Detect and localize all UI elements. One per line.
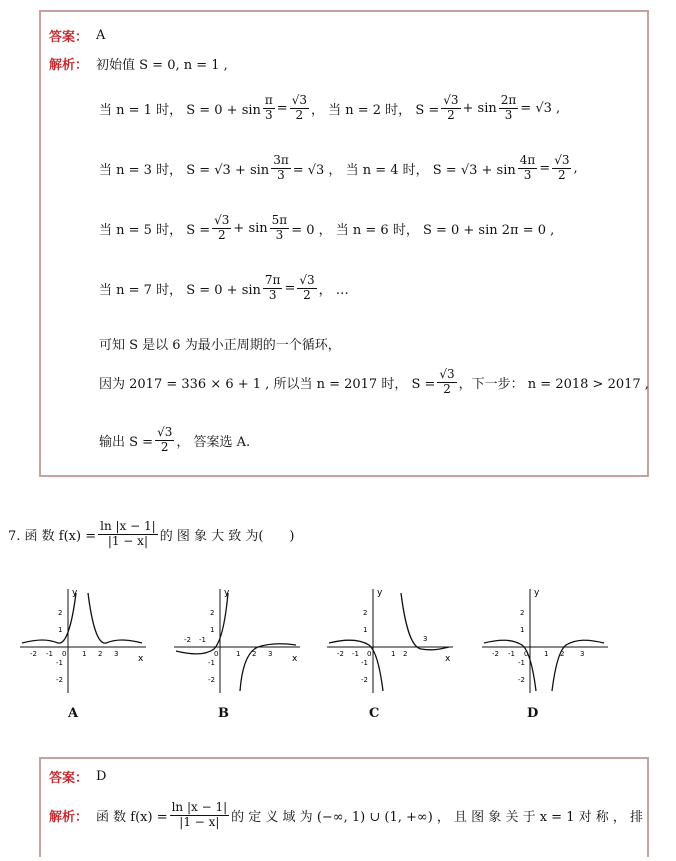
frac-den: 3 <box>504 107 513 122</box>
frac <box>155 426 174 455</box>
frac-num: √3 <box>443 93 459 107</box>
answer-value: D <box>96 769 107 784</box>
tick: 1 <box>210 626 215 634</box>
l2-text-a: 当 n = 1 时， S = 0 + sin <box>99 102 261 118</box>
frac-den: 2 <box>303 287 311 302</box>
frac-num: √3 <box>291 93 307 107</box>
tick: 1 <box>236 650 241 658</box>
frac-num: √3 <box>554 153 570 167</box>
frac <box>297 274 316 303</box>
tick: -1 <box>352 650 359 658</box>
frac <box>518 154 538 183</box>
y-label: y <box>534 588 540 598</box>
frac <box>263 94 275 123</box>
frac-num: √3 <box>299 273 315 287</box>
curve-left <box>329 640 383 691</box>
graph-c-label: C <box>369 706 380 721</box>
l8-text-a: 输出 S = <box>99 434 154 450</box>
l5-end: ， … <box>318 282 349 298</box>
frac-den: 2 <box>295 107 304 122</box>
l7-text-a: 因为 2017 = 336 × 6 + 1 , 所以当 n = 2017 时， S = <box>99 376 436 392</box>
tick: 1 <box>391 650 396 658</box>
frac-num: 4π <box>519 153 536 167</box>
tick: 3 <box>423 635 428 643</box>
frac <box>98 520 158 549</box>
eq: = <box>539 160 551 176</box>
frac <box>290 94 309 123</box>
answer-box-2 <box>39 757 649 857</box>
answer-tag: 答案： <box>49 771 89 786</box>
tick: 2 <box>210 609 215 617</box>
eq: = <box>276 100 288 116</box>
tick: 2 <box>252 650 257 658</box>
analysis-tag: 解析： <box>49 58 89 73</box>
tick: 0 <box>62 650 67 658</box>
graph-d-label: D <box>527 706 539 721</box>
frac <box>263 274 283 303</box>
analysis-line-5 <box>99 274 349 303</box>
graph-a <box>18 585 148 695</box>
l4-text-a: 当 n = 5 时， S = <box>99 222 211 238</box>
tick: 0 <box>214 650 219 658</box>
frac-den: 2 <box>217 227 226 242</box>
tick: -1 <box>56 659 63 667</box>
tick: -2 <box>361 676 368 684</box>
curve-right <box>552 640 604 691</box>
q7-prefix: 7. 函 数 f(x) = <box>8 528 97 544</box>
frac-num: 5π <box>271 213 288 227</box>
tick: 1 <box>544 650 549 658</box>
y-label: y <box>377 588 383 598</box>
tick: -2 <box>337 650 344 658</box>
tick: -1 <box>508 650 515 658</box>
tick: 3 <box>580 650 585 658</box>
analysis2-text-a: 函 数 f(x) = <box>96 809 168 825</box>
curve-right <box>88 593 142 643</box>
l3-end: , <box>573 160 578 176</box>
tick: 1 <box>82 650 87 658</box>
l4-text-b: = 0 ， 当 n = 6 时， S = 0 + sin 2π = 0 , <box>291 222 555 238</box>
frac-num: √3 <box>439 367 455 381</box>
frac-den: 2 <box>443 381 451 396</box>
tick: 2 <box>403 650 408 658</box>
frac-num: √3 <box>214 213 230 227</box>
analysis-line-3 <box>99 154 578 183</box>
analysis-line-7 <box>99 368 649 397</box>
plus-sin: + sin <box>462 100 497 116</box>
frac <box>270 214 290 243</box>
frac-num: ln |x − 1| <box>100 519 156 533</box>
tick: -2 <box>184 636 191 644</box>
frac-den: 2 <box>160 439 169 454</box>
analysis-line-8 <box>99 426 250 455</box>
answer-tag: 答案： <box>49 30 89 45</box>
tick: 2 <box>560 650 565 658</box>
analysis-line-1 <box>49 54 228 73</box>
analysis-line-2 <box>49 801 643 830</box>
frac-den: 3 <box>265 107 273 122</box>
x-label: x <box>138 654 144 664</box>
frac-num: √3 <box>157 425 173 439</box>
tick: -2 <box>208 676 215 684</box>
tick: 1 <box>58 626 63 634</box>
analysis-tag: 解析： <box>49 809 89 825</box>
analysis-line-2 <box>99 94 560 123</box>
frac-num: π <box>264 93 273 107</box>
tick: -1 <box>518 659 525 667</box>
graph-a-label: A <box>68 706 79 721</box>
tick: 3 <box>114 650 119 658</box>
frac <box>441 94 460 123</box>
answer-line-2 <box>49 767 106 786</box>
tick: -1 <box>199 636 206 644</box>
tick: 2 <box>363 609 368 617</box>
tick: 0 <box>367 650 372 658</box>
answer-value: A <box>96 28 106 43</box>
l5-text-a: 当 n = 7 时， S = 0 + sin <box>99 282 261 298</box>
frac-den: |1 − x| <box>179 814 220 829</box>
tick: 1 <box>363 626 368 634</box>
tick: 1 <box>520 626 525 634</box>
frac-den: 3 <box>277 167 285 182</box>
frac-den: 3 <box>275 227 284 242</box>
x-label: x <box>445 654 451 664</box>
frac-num: 2π <box>500 93 517 107</box>
eq: = <box>284 280 296 296</box>
frac <box>170 801 230 830</box>
frac-num: 3π <box>273 153 289 167</box>
graph-b <box>172 585 302 695</box>
plus-sin: + sin <box>233 220 268 236</box>
frac-num: 7π <box>264 273 281 287</box>
x-label: x <box>292 654 298 664</box>
answer-line-1 <box>49 26 105 45</box>
graph-d <box>480 585 610 695</box>
tick: -2 <box>56 676 63 684</box>
l6-text: 可知 S 是以 6 为最小正周期的一个循环， <box>99 338 341 353</box>
frac <box>271 154 291 183</box>
frac <box>552 154 571 183</box>
graph-b-label: B <box>218 706 229 721</box>
frac-num: ln |x − 1| <box>171 800 228 814</box>
question-7 <box>8 520 295 549</box>
answer-box-1 <box>39 10 649 477</box>
tick: 2 <box>520 609 525 617</box>
frac-den: 2 <box>447 107 455 122</box>
frac <box>212 214 231 243</box>
frac-den: 2 <box>558 167 566 182</box>
tick: -2 <box>492 650 499 658</box>
tick: -2 <box>30 650 37 658</box>
q7-suffix: 的 图 象 大 致 为( ) <box>159 528 295 544</box>
tick: 2 <box>58 609 63 617</box>
tick: -1 <box>208 659 215 667</box>
l2-text-b: ， 当 n = 2 时， S = <box>310 102 440 118</box>
l7-text-b: ，下一步： n = 2018 > 2017 , <box>458 376 649 392</box>
y-label: y <box>224 588 230 598</box>
graph-c <box>325 585 455 695</box>
tick: -1 <box>361 659 368 667</box>
frac-den: |1 − x| <box>107 533 148 548</box>
l8-text-b: ， 答案选 A. <box>176 434 251 450</box>
l3-text-a: 当 n = 3 时， S = √3 + sin <box>99 162 270 178</box>
l3-text-b: = √3 ， 当 n = 4 时， S = √3 + sin <box>292 162 516 178</box>
tick: 3 <box>268 650 273 658</box>
tick: 0 <box>524 650 529 658</box>
y-label: y <box>72 588 78 598</box>
analysis-line-4 <box>99 214 554 243</box>
frac <box>437 368 456 397</box>
frac <box>499 94 519 123</box>
tick: 2 <box>98 650 103 658</box>
analysis2-text-b: 的 定 义 域 为 (−∞, 1) ∪ (1, +∞) ， 且 图 象 关 于 x = 1 对 称 ， 排 <box>231 809 643 825</box>
frac-den: 3 <box>523 167 532 182</box>
l2-end: = √3 , <box>520 100 561 116</box>
analysis-text-l1: 初始值 S = 0, n = 1 , <box>96 58 228 73</box>
frac-den: 3 <box>268 287 277 302</box>
tick: -1 <box>46 650 53 658</box>
analysis-line-6 <box>99 334 341 353</box>
tick: -2 <box>518 676 525 684</box>
curve-left <box>484 640 536 691</box>
